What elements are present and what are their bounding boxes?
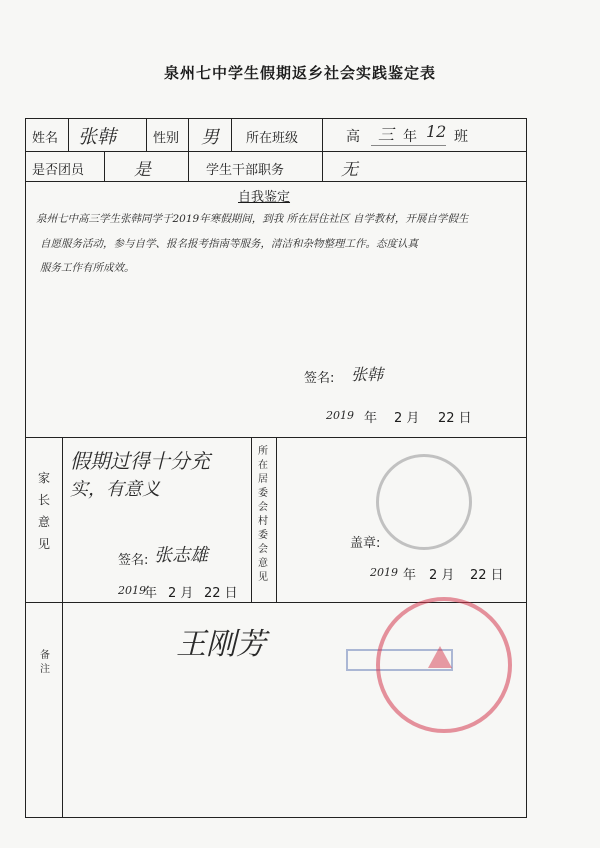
parent-sign-name: 张志雄 (154, 545, 208, 566)
name-label: 姓名 (32, 131, 59, 146)
form-title: 泉州七中学生假期返乡社会实践鉴定表 (163, 64, 436, 82)
star-icon (428, 646, 452, 668)
col-divider (251, 437, 252, 602)
self-date-year: 2019 (326, 409, 354, 422)
col-divider (231, 119, 232, 151)
col-divider (322, 119, 323, 151)
cadre-label: 学生干部职务 (206, 163, 285, 178)
row-divider (26, 151, 526, 152)
self-eval-heading: 自我鉴定 (238, 190, 291, 205)
name-value: 张韩 (78, 126, 117, 148)
gender-value: 男 (201, 127, 219, 148)
seal-label: 盖章: (350, 536, 381, 551)
self-eval-text-line2: 自愿服务活动，参与自学、报名报考指南等服务，清洁和杂物整理工作。态度认真 (40, 238, 418, 250)
self-eval-text-line1: 泉州七中高三学生张韩同学于2019年寒假期间，到我 所在居住社区 自学教材，开展自学假生 (36, 213, 469, 225)
parent-date-m: 2 月 (168, 586, 194, 601)
class-grade-num: 三 (378, 125, 395, 144)
committee-date-d: 22 日 (470, 568, 504, 583)
class-year-label: 年 (403, 129, 417, 145)
evaluation-form (25, 118, 527, 818)
col-divider (322, 151, 323, 181)
committee-date-y: 年 (403, 568, 417, 583)
member-label: 是否团员 (32, 163, 85, 178)
row-divider (26, 181, 526, 182)
parent-text-line2: 实，有意义 (70, 479, 160, 500)
committee-date-year: 2019 (370, 566, 398, 579)
committee-label: 所在居委会村委会意见 (258, 446, 268, 583)
parent-label: 家长意见 (37, 471, 50, 551)
col-divider (188, 151, 189, 181)
parent-date-d: 22 日 (204, 586, 238, 601)
parent-date-y: 年 (144, 586, 158, 601)
col-divider (146, 119, 147, 151)
committee-date-m: 2 月 (429, 568, 455, 583)
self-sign-label: 签名: (304, 371, 335, 386)
col-divider (188, 119, 189, 151)
self-date-m: 2 月 (394, 411, 420, 426)
class-underline (371, 145, 446, 146)
remarks-label: 备注 (40, 650, 50, 675)
col-divider (68, 119, 69, 151)
committee-seal (376, 454, 472, 550)
self-date-y: 年 (364, 411, 378, 426)
remarks-signature: 王刚芳 (176, 627, 266, 662)
member-value: 是 (134, 160, 151, 180)
class-ban-label: 班 (454, 129, 468, 145)
parent-date-year: 2019 (118, 584, 146, 597)
parent-text-line1: 假期过得十分充 (70, 449, 210, 473)
self-date-d: 22 日 (438, 411, 472, 426)
class-grade-prefix: 高 (346, 129, 360, 145)
col-divider (104, 151, 105, 181)
parent-sign-label: 签名: (118, 553, 149, 568)
class-num: 12 (426, 122, 447, 141)
self-eval-text-line3: 服务工作有所成效。 (40, 262, 135, 274)
col-divider (276, 437, 277, 602)
col-divider (62, 437, 63, 817)
self-sign-name: 张韩 (351, 365, 384, 384)
gender-label: 性别 (153, 131, 180, 146)
cadre-value: 无 (341, 160, 358, 180)
class-label: 所在班级 (246, 131, 299, 146)
